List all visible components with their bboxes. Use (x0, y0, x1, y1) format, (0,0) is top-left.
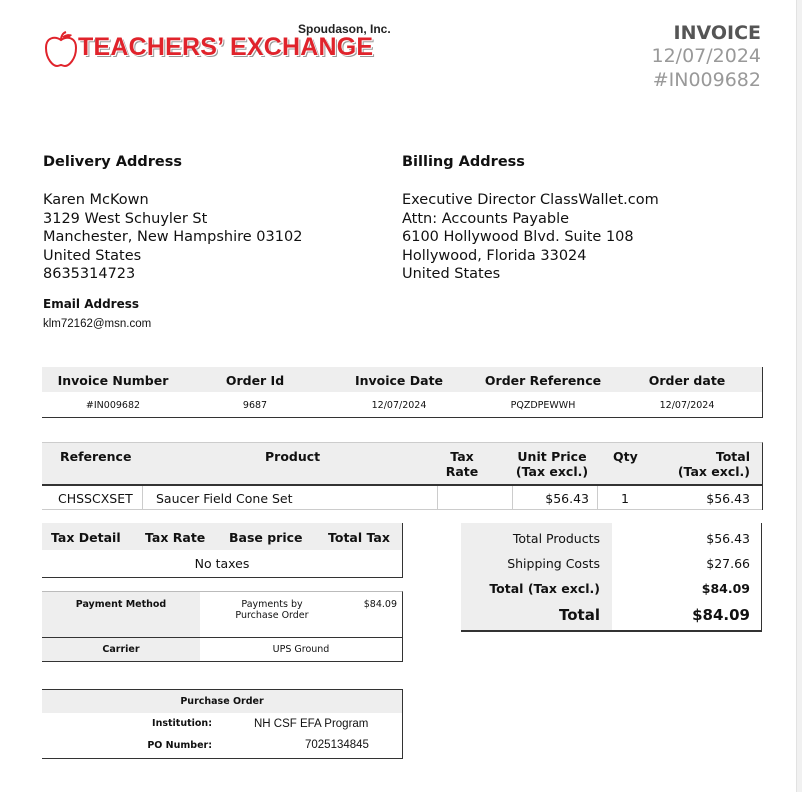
tax-table (42, 523, 403, 578)
page-edge (796, 0, 802, 792)
invoice-number: #IN009682 (652, 69, 761, 91)
email-heading: Email Address (43, 297, 140, 311)
total-excl-value: $84.09 (701, 581, 750, 596)
grand-total-value: $84.09 (692, 606, 750, 624)
total-products-label: Total Products (512, 531, 600, 546)
carrier-label: Carrier (102, 644, 140, 655)
billing-line: Attn: Accounts Payable (402, 210, 570, 227)
email-value: klm72162@msn.com (43, 318, 152, 330)
shipping-label: Shipping Costs (507, 556, 600, 571)
products-table (42, 442, 763, 510)
total-products-value: $56.43 (706, 531, 750, 546)
summary-value: 12/07/2024 (371, 400, 427, 411)
tax-header: Tax Detail (51, 530, 121, 545)
tax-header: Total Tax (328, 530, 390, 545)
billing-heading: Billing Address (402, 154, 525, 170)
row-total: $56.43 (706, 491, 750, 506)
row-unit-price: $56.43 (545, 491, 589, 506)
payment-amount: $84.09 (363, 599, 397, 610)
col-total (662, 449, 750, 479)
summary-header: Order date (648, 373, 726, 388)
summary-header: Order Id (225, 373, 285, 388)
col-tax-rate (437, 449, 487, 479)
summary-value: 12/07/2024 (659, 400, 715, 411)
summary-header: Invoice Date (354, 373, 444, 388)
delivery-line: United States (43, 247, 142, 264)
brand-wordmark: TEACHERS’ EXCHANGE (78, 33, 374, 61)
col-unit-price-line1: Unit Price (517, 449, 587, 464)
payment-method-value (217, 599, 327, 621)
purchase-order-box (42, 689, 403, 759)
delivery-heading: Delivery Address (43, 154, 182, 170)
billing-line: Executive Director ClassWallet.com (402, 192, 659, 208)
carrier-value: UPS Ground (272, 644, 330, 655)
payment-method-line1: Payments by (241, 599, 303, 610)
payment-method-label: Payment Method (75, 599, 167, 610)
col-tax-rate-line1: Tax (450, 449, 474, 464)
delivery-line: 3129 West Schuyler St (43, 210, 208, 227)
summary-value: PQZDPEWWH (510, 400, 576, 411)
delivery-line: 8635314723 (43, 266, 136, 282)
summary-header: Order Reference (484, 373, 602, 388)
po-number-label: PO Number: (147, 740, 212, 751)
company-name: Spoudason, Inc. (298, 22, 391, 36)
invoice-date: 12/07/2024 (651, 45, 761, 67)
col-product: Product (265, 449, 321, 464)
col-total-line2: (Tax excl.) (677, 464, 750, 479)
payment-table (42, 591, 403, 662)
grand-total-label: Total (559, 606, 600, 624)
total-excl-label: Total (Tax excl.) (489, 581, 600, 596)
col-qty: Qty (613, 449, 638, 464)
tax-header: Base price (229, 530, 303, 545)
col-unit-price (512, 449, 592, 479)
po-number-value: 7025134845 (305, 739, 369, 751)
shipping-value: $27.66 (706, 556, 750, 571)
col-reference: Reference (60, 449, 132, 464)
delivery-line: Manchester, New Hampshire 03102 (43, 229, 303, 245)
tax-header: Tax Rate (145, 530, 206, 545)
billing-line: 6100 Hollywood Blvd. Suite 108 (402, 229, 634, 245)
row-qty: 1 (621, 491, 629, 506)
payment-method-line2: Purchase Order (235, 610, 309, 621)
summary-value: #IN009682 (85, 400, 141, 411)
no-taxes-text: No taxes (194, 556, 250, 571)
invoice-title: INVOICE (673, 22, 761, 44)
col-unit-price-line2: (Tax excl.) (515, 464, 589, 479)
institution-label: Institution: (152, 718, 212, 729)
purchase-order-title: Purchase Order (180, 696, 264, 707)
delivery-line: Karen McKown (43, 192, 149, 208)
invoice-summary-table (42, 367, 763, 418)
delivery-address (43, 191, 302, 284)
row-product: Saucer Field Cone Set (156, 491, 293, 506)
institution-value: NH CSF EFA Program (254, 718, 369, 730)
billing-address (402, 191, 659, 284)
billing-line: United States (402, 266, 501, 282)
apple-icon (44, 31, 78, 71)
totals-table (461, 523, 762, 632)
billing-line: Hollywood, Florida 33024 (402, 247, 587, 264)
summary-header: Invoice Number (57, 373, 169, 388)
summary-value: 9687 (242, 400, 268, 411)
row-reference: CHSSCXSET (58, 491, 133, 506)
col-total-line1: Total (715, 449, 750, 464)
col-tax-rate-line2: Rate (445, 464, 479, 479)
